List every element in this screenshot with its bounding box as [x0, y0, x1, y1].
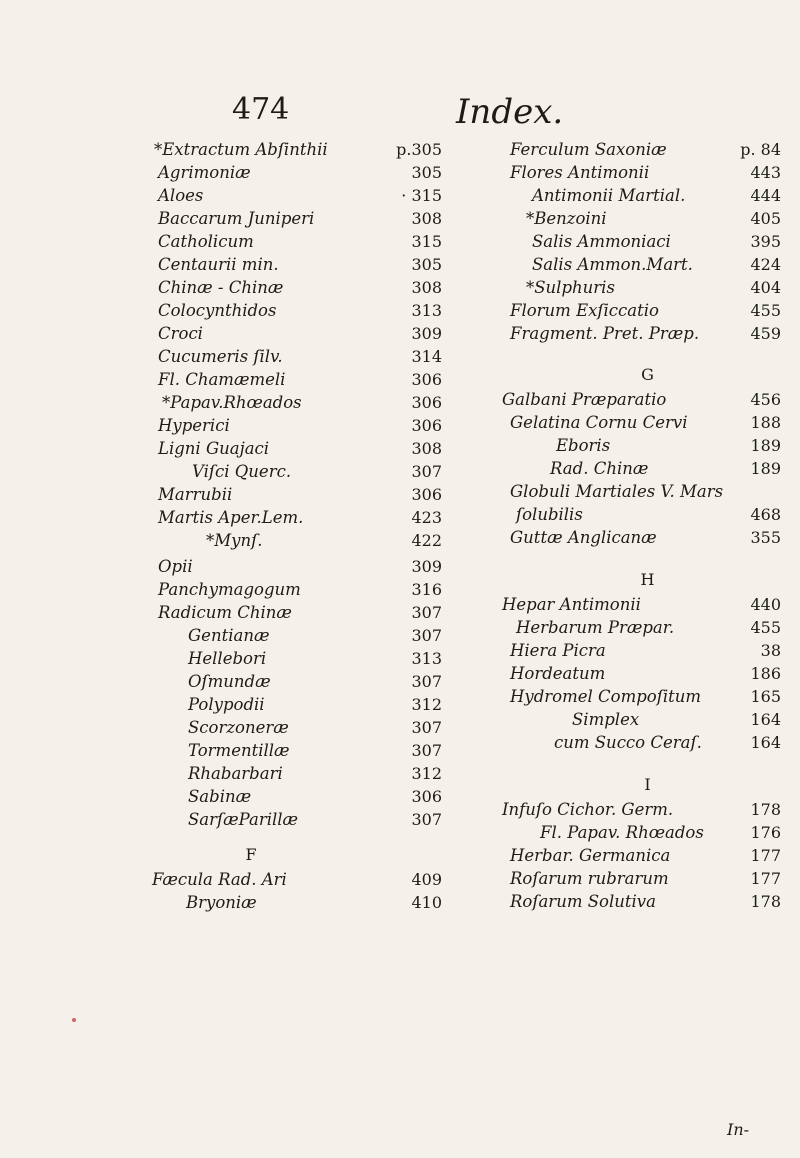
entry-term: Aloes	[158, 186, 204, 205]
index-entry	[502, 595, 785, 619]
entry-page-number: p. 84	[740, 140, 781, 159]
index-entry	[158, 764, 446, 788]
entry-page-number: 395	[750, 232, 781, 251]
index-entry	[510, 436, 785, 460]
entry-term: Ligni Guajaci	[158, 439, 270, 458]
page-title: Index.	[456, 92, 564, 132]
index-entry	[510, 459, 785, 483]
entry-page-number: 455	[750, 301, 781, 320]
entry-term: Croci	[158, 324, 203, 343]
entry-term: Fl. Papav. Rhœados	[540, 823, 704, 842]
index-entry	[158, 232, 446, 256]
entry-term: Globuli Martiales V. Mars	[510, 482, 724, 501]
entry-term: Ferculum Saxoniæ	[510, 140, 667, 159]
entry-page-number: 313	[411, 301, 442, 320]
index-entry	[510, 209, 785, 233]
index-entry	[510, 528, 785, 552]
entry-term: Hiera Picra	[510, 641, 606, 660]
index-entry	[158, 163, 446, 187]
entry-term: Tormentillæ	[188, 741, 290, 760]
entry-term: Salis Ammon.Mart.	[532, 255, 693, 274]
entry-page-number: 306	[411, 485, 442, 504]
entry-page-number: 355	[750, 528, 781, 547]
entry-page-number: 306	[411, 393, 442, 412]
entry-page-number: 314	[411, 347, 442, 366]
entry-term: *Mynſ.	[206, 531, 263, 550]
entry-page-number: 307	[411, 603, 442, 622]
index-entry	[502, 800, 785, 824]
entry-term: Salis Ammoniaci	[532, 232, 671, 251]
entry-page-number: 443	[750, 163, 781, 182]
entry-page-number: 38	[760, 641, 781, 660]
entry-page-number: 164	[750, 710, 781, 729]
index-entry	[158, 416, 446, 440]
entry-page-number: 444	[750, 186, 781, 205]
entry-page-number: 456	[750, 390, 781, 409]
entry-term: Hydromel Compoſitum	[510, 687, 702, 706]
section-letter: H	[640, 570, 655, 589]
entry-term: Marrubii	[158, 485, 233, 504]
index-entry	[158, 893, 446, 917]
entry-term: Herbarum Præpar.	[516, 618, 675, 637]
index-entry	[158, 695, 446, 719]
entry-term: Rad. Chinæ	[550, 459, 649, 478]
index-entry	[152, 870, 446, 894]
index-entry	[158, 741, 446, 765]
entry-page-number: 307	[411, 718, 442, 737]
index-entry	[158, 324, 446, 348]
section-letter: F	[245, 845, 257, 864]
entry-page-number: 424	[750, 255, 781, 274]
entry-term: Gelatina Cornu Cervi	[510, 413, 688, 432]
entry-page-number: 306	[411, 370, 442, 389]
entry-term: Roſarum Solutiva	[510, 892, 656, 911]
entry-term: Radicum Chinæ	[158, 603, 292, 622]
ink-speck	[72, 1018, 76, 1022]
entry-term: Oſmundæ	[188, 672, 271, 691]
index-entry	[510, 505, 785, 529]
entry-page-number: 315	[411, 232, 442, 251]
entry-term: Rhabarbari	[188, 764, 283, 783]
entry-term: ſolubilis	[516, 505, 583, 524]
entry-page-number: 178	[750, 800, 781, 819]
index-entry	[158, 649, 446, 673]
entry-page-number: 307	[411, 741, 442, 760]
index-entry	[510, 664, 785, 688]
index-entry	[502, 390, 785, 414]
entry-term: Herbar. Germanica	[510, 846, 671, 865]
section-letter: G	[641, 365, 654, 384]
entry-term: Martis Aper.Lem.	[158, 508, 304, 527]
entry-term: SarſæParillæ	[188, 810, 299, 829]
entry-page-number: 307	[411, 626, 442, 645]
entry-term: Sabinæ	[188, 787, 252, 806]
entry-term: Roſarum rubrarum	[510, 869, 669, 888]
index-entry	[158, 718, 446, 742]
index-entry	[510, 710, 785, 734]
entry-term: Hepar Antimonii	[502, 595, 641, 614]
entry-page-number: 308	[411, 209, 442, 228]
index-entry	[510, 641, 785, 665]
index-entry	[510, 140, 785, 164]
entry-page-number: 455	[750, 618, 781, 637]
index-entry	[510, 823, 785, 847]
entry-term: Fragment. Pret. Præp.	[510, 324, 700, 343]
entry-page-number: 305	[411, 163, 442, 182]
index-entry	[158, 370, 446, 394]
entry-term: Hellebori	[188, 649, 267, 668]
entry-term: Baccarum Juniperi	[158, 209, 315, 228]
entry-term: Panchymagogum	[158, 580, 301, 599]
entry-term: Flores Antimonii	[510, 163, 650, 182]
entry-page-number: 312	[411, 764, 442, 783]
index-entry	[510, 846, 785, 870]
entry-page-number: 178	[750, 892, 781, 911]
index-entry	[510, 733, 785, 757]
index-entry	[510, 232, 785, 256]
index-entry	[158, 301, 446, 325]
entry-term: Simplex	[572, 710, 640, 729]
page-number: 474	[232, 92, 290, 127]
entry-page-number: 405	[750, 209, 781, 228]
entry-term: Eboris	[556, 436, 611, 455]
entry-term: Florum Exſiccatio	[510, 301, 659, 320]
entry-term: Scorzoneræ	[188, 718, 289, 737]
entry-term: cum Succo Ceraſ.	[554, 733, 702, 752]
entry-page-number: 307	[411, 810, 442, 829]
index-entry	[158, 255, 446, 279]
index-entry	[158, 439, 446, 463]
index-entry	[158, 626, 446, 650]
entry-page-number: 410	[411, 893, 442, 912]
index-entry	[510, 278, 785, 302]
index-entry	[158, 186, 446, 210]
entry-page-number: p.305	[396, 140, 442, 159]
entry-page-number: 186	[750, 664, 781, 683]
entry-page-number: 309	[411, 324, 442, 343]
index-entry	[510, 482, 785, 506]
entry-page-number: 305	[411, 255, 442, 274]
entry-term: Fæcula Rad. Ari	[152, 870, 287, 889]
entry-term: *Sulphuris	[526, 278, 615, 297]
index-entry	[158, 209, 446, 233]
index-entry	[510, 618, 785, 642]
entry-term: Agrimoniæ	[158, 163, 251, 182]
index-entry	[510, 413, 785, 437]
index-entry	[158, 603, 446, 627]
index-entry	[510, 687, 785, 711]
entry-term: Fl. Chamæmeli	[158, 370, 286, 389]
index-entry	[158, 810, 446, 834]
entry-term: *Papav.Rhœados	[162, 393, 302, 412]
entry-page-number: 409	[411, 870, 442, 889]
entry-page-number: 189	[750, 436, 781, 455]
entry-page-number: 440	[750, 595, 781, 614]
index-entry	[510, 869, 785, 893]
entry-page-number: 306	[411, 416, 442, 435]
page-header	[0, 92, 800, 142]
index-entry	[158, 672, 446, 696]
entry-page-number: 308	[411, 439, 442, 458]
entry-page-number: 404	[750, 278, 781, 297]
index-entry	[158, 278, 446, 302]
entry-term: Infuſo Cichor. Germ.	[502, 800, 674, 819]
entry-term: Hyperici	[158, 416, 230, 435]
index-entry	[158, 485, 446, 509]
entry-term: Centaurii min.	[158, 255, 279, 274]
index-entry	[158, 787, 446, 811]
entry-page-number: 307	[411, 462, 442, 481]
index-entry	[158, 347, 446, 371]
entry-term: *Benzoini	[526, 209, 607, 228]
entry-page-number: 308	[411, 278, 442, 297]
index-entry	[510, 163, 785, 187]
entry-page-number: 164	[750, 733, 781, 752]
index-entry	[510, 255, 785, 279]
entry-page-number: 423	[411, 508, 442, 527]
entry-page-number: 459	[750, 324, 781, 343]
section-letter: I	[644, 775, 651, 794]
entry-term: Galbani Præparatio	[502, 390, 667, 409]
index-entry	[158, 462, 446, 486]
index-entry	[510, 301, 785, 325]
index-entry	[158, 557, 446, 581]
entry-term: Colocynthidos	[158, 301, 277, 320]
entry-term: Polypodii	[188, 695, 265, 714]
entry-term: Hordeatum	[510, 664, 606, 683]
entry-page-number: 422	[411, 531, 442, 550]
index-entry	[510, 186, 785, 210]
entry-term: Bryoniæ	[186, 893, 257, 912]
entry-term: *Extractum Abſinthii	[154, 140, 328, 159]
entry-page-number: 306	[411, 787, 442, 806]
entry-term: Gentianæ	[188, 626, 270, 645]
entry-page-number: 307	[411, 672, 442, 691]
entry-page-number: 176	[750, 823, 781, 842]
index-entry	[158, 393, 446, 417]
index-entry	[510, 324, 785, 348]
index-entry	[158, 580, 446, 604]
entry-term: Chinæ - Chinæ	[158, 278, 284, 297]
entry-page-number: 309	[411, 557, 442, 576]
entry-term: Catholicum	[158, 232, 254, 251]
entry-term: Guttæ Anglicanæ	[510, 528, 657, 547]
index-entry	[510, 892, 785, 916]
entry-page-number: 189	[750, 459, 781, 478]
entry-page-number: 316	[411, 580, 442, 599]
entry-page-number: 177	[750, 846, 781, 865]
entry-page-number: 188	[750, 413, 781, 432]
entry-term: Antimonii Martial.	[532, 186, 686, 205]
index-entry	[158, 508, 446, 532]
index-entry	[154, 140, 446, 164]
entry-page-number: 165	[750, 687, 781, 706]
entry-term: Opii	[158, 557, 193, 576]
entry-page-number: 312	[411, 695, 442, 714]
entry-page-number: · 315	[401, 186, 442, 205]
entry-page-number: 177	[750, 869, 781, 888]
entry-term: Cucumeris ſilv.	[158, 347, 283, 366]
index-entry	[158, 531, 446, 555]
entry-page-number: 468	[750, 505, 781, 524]
entry-term: Viſci Querc.	[192, 462, 292, 481]
entry-page-number: 313	[411, 649, 442, 668]
catchword: In-	[727, 1120, 750, 1139]
